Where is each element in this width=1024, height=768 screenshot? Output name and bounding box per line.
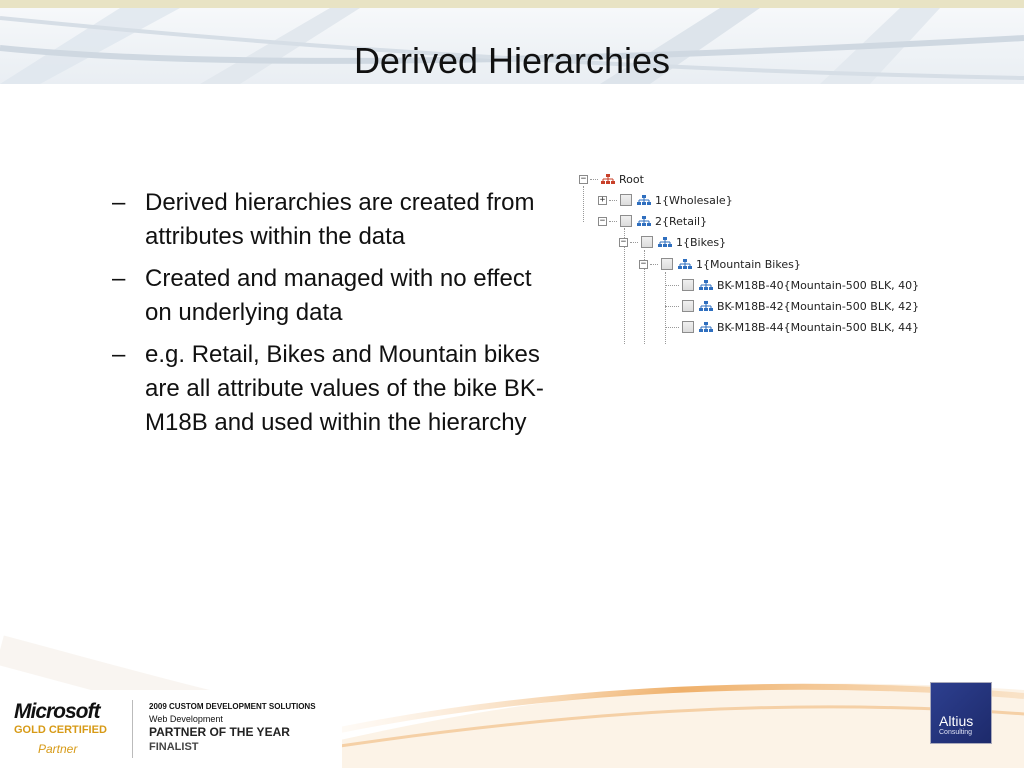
tree-leaf-bk-m18b-42[interactable] <box>665 297 919 315</box>
node-checkbox[interactable] <box>682 300 694 312</box>
bullet-text: Derived hierarchies are created from attributes within the data <box>145 189 535 250</box>
tree-node-label: 1{Mountain Bikes} <box>696 257 801 271</box>
bullet-text: e.g. Retail, Bikes and Mountain bikes are all attribute values of the bike BK-M18B and used within the hierarchy <box>145 341 544 436</box>
tree-node-wholesale[interactable] <box>598 191 733 209</box>
bullet-dash: – <box>112 341 126 368</box>
altius-logo <box>930 682 992 744</box>
hierarchy-icon <box>637 195 651 206</box>
collapse-toggle[interactable]: − <box>620 236 627 247</box>
bullet-item <box>112 186 552 254</box>
award-title-line: PARTNER OF THE YEAR <box>149 725 290 739</box>
expand-toggle[interactable]: + <box>599 194 606 205</box>
award-finalist-line: FINALIST <box>149 741 199 753</box>
tree-leaf-bk-m18b-40[interactable] <box>665 276 919 294</box>
badge-divider <box>132 700 133 758</box>
node-checkbox[interactable] <box>682 321 694 333</box>
node-checkbox[interactable] <box>661 258 673 270</box>
altius-subtitle: Consulting <box>939 729 973 736</box>
hierarchy-icon <box>699 322 713 333</box>
tree-node-label: BK-M18B-40{Mountain-500 BLK, 40} <box>717 278 920 292</box>
bullet-item <box>112 262 552 330</box>
bullet-item <box>112 338 552 440</box>
partner-label: Partner <box>38 742 78 756</box>
tree-node-label: BK-M18B-42{Mountain-500 BLK, 42} <box>717 299 920 313</box>
tree-leaf-bk-m18b-44[interactable] <box>665 318 919 336</box>
bullet-dash: – <box>112 189 126 216</box>
collapse-toggle[interactable]: − <box>599 215 606 226</box>
gold-certified-label: GOLD CERTIFIED <box>14 724 107 736</box>
tree-node-bikes[interactable] <box>619 233 726 251</box>
altius-name: Altius <box>939 713 974 729</box>
top-accent-strip <box>0 0 1024 8</box>
hierarchy-icon <box>658 237 672 248</box>
bullet-dash: – <box>112 265 126 292</box>
node-checkbox[interactable] <box>620 194 632 206</box>
hierarchy-icon <box>601 174 615 185</box>
tree-node-label: 1{Bikes} <box>676 235 727 249</box>
hierarchy-tree <box>575 158 955 344</box>
node-checkbox[interactable] <box>620 215 632 227</box>
tree-node-retail[interactable] <box>598 212 707 230</box>
collapse-toggle[interactable]: − <box>580 173 587 184</box>
hierarchy-icon <box>699 301 713 312</box>
bullet-text: Created and managed with no effect on underlying data <box>145 265 532 326</box>
award-category-line: Web Development <box>149 714 223 724</box>
microsoft-logo: Microsoft <box>14 700 100 723</box>
tree-node-label: BK-M18B-44{Mountain-500 BLK, 44} <box>717 320 920 334</box>
bullet-list <box>112 186 552 448</box>
hierarchy-icon <box>699 280 713 291</box>
tree-node-root[interactable] <box>579 170 644 188</box>
slide-title: Derived Hierarchies <box>353 40 671 81</box>
hierarchy-icon <box>678 259 692 270</box>
tree-node-label: 1{Wholesale} <box>655 193 733 207</box>
hierarchy-icon <box>637 216 651 227</box>
collapse-toggle[interactable]: − <box>640 258 647 269</box>
award-year-line: 2009 CUSTOM DEVELOPMENT SOLUTIONS <box>149 702 316 711</box>
tree-node-mountain-bikes[interactable] <box>639 255 801 273</box>
node-checkbox[interactable] <box>682 279 694 291</box>
tree-node-label: Root <box>619 172 644 186</box>
node-checkbox[interactable] <box>641 236 653 248</box>
tree-node-label: 2{Retail} <box>655 214 708 228</box>
